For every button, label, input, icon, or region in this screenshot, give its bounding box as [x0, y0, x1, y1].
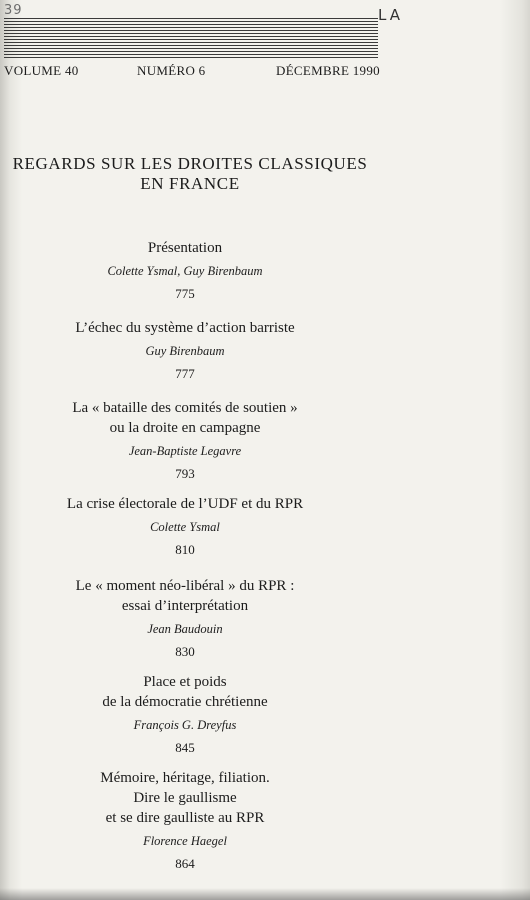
toc-entry-title: L’échec du système d’action barriste [75, 320, 295, 336]
toc-entry-page: 810 [175, 542, 195, 557]
toc-entry-authors: Jean Baudouin [147, 622, 223, 636]
toc-entry-title: de la démocratie chrétienne [102, 694, 268, 710]
toc-entry-1[interactable] [0, 238, 370, 304]
numero-label: NUMÉRO 6 [137, 63, 206, 78]
toc-entry-title: Présentation [147, 240, 223, 256]
volume-label: VOLUME 40 [4, 63, 79, 78]
toc-entry-page: 777 [175, 366, 195, 381]
toc-entry-title: La « bataille des comités de soutien » [72, 400, 298, 416]
toc-entry-authors: Colette Ysmal [150, 520, 220, 534]
toc-entry-page: 864 [175, 856, 195, 871]
toc-entry-6[interactable] [0, 672, 370, 758]
toc-entry-5[interactable] [0, 576, 370, 662]
toc-entry-page: 845 [175, 740, 195, 755]
issue-title-line-1: REGARDS SUR LES DROITES CLASSIQUES [12, 154, 368, 173]
toc-entry-7[interactable] [0, 768, 370, 874]
toc-entry-2[interactable] [0, 318, 370, 384]
header-rule-lines [4, 18, 378, 60]
toc-entry-title: La crise électorale de l’UDF et du RPR [66, 496, 304, 512]
toc-entry-4[interactable] [0, 494, 370, 560]
toc-entry-title: et se dire gaulliste au RPR [105, 810, 265, 826]
page-bottom-shadow [0, 888, 530, 900]
toc-entry-authors: Jean-Baptiste Legavre [128, 444, 242, 458]
toc-entry-authors: Colette Ysmal, Guy Birenbaum [107, 264, 263, 278]
date-label: DÉCEMBRE 1990 [276, 63, 380, 78]
toc-entry-title: Place et poids [143, 674, 227, 690]
toc-entry-title: essai d’interprétation [121, 598, 249, 614]
toc-entry-3[interactable] [0, 398, 370, 484]
toc-entry-authors: Florence Haegel [143, 834, 227, 848]
margin-note-right: LA [378, 6, 403, 24]
toc-entry-authors: Guy Birenbaum [145, 344, 225, 358]
toc-entry-title: Dire le gaullisme [133, 790, 237, 806]
toc-entry-authors: François G. Dreyfus [133, 718, 237, 732]
issue-title [0, 154, 380, 194]
toc-entry-title: ou la droite en campagne [109, 420, 261, 436]
toc-entry-page: 793 [175, 466, 195, 481]
margin-note-left: 39 [4, 3, 23, 18]
toc-entry-title: Mémoire, héritage, filiation. [100, 770, 270, 786]
toc-entry-page: 775 [175, 286, 195, 301]
toc-entry-title: Le « moment néo-libéral » du RPR : [75, 578, 295, 594]
toc-entry-page: 830 [175, 644, 195, 659]
issue-title-line-2: EN FRANCE [140, 174, 240, 193]
